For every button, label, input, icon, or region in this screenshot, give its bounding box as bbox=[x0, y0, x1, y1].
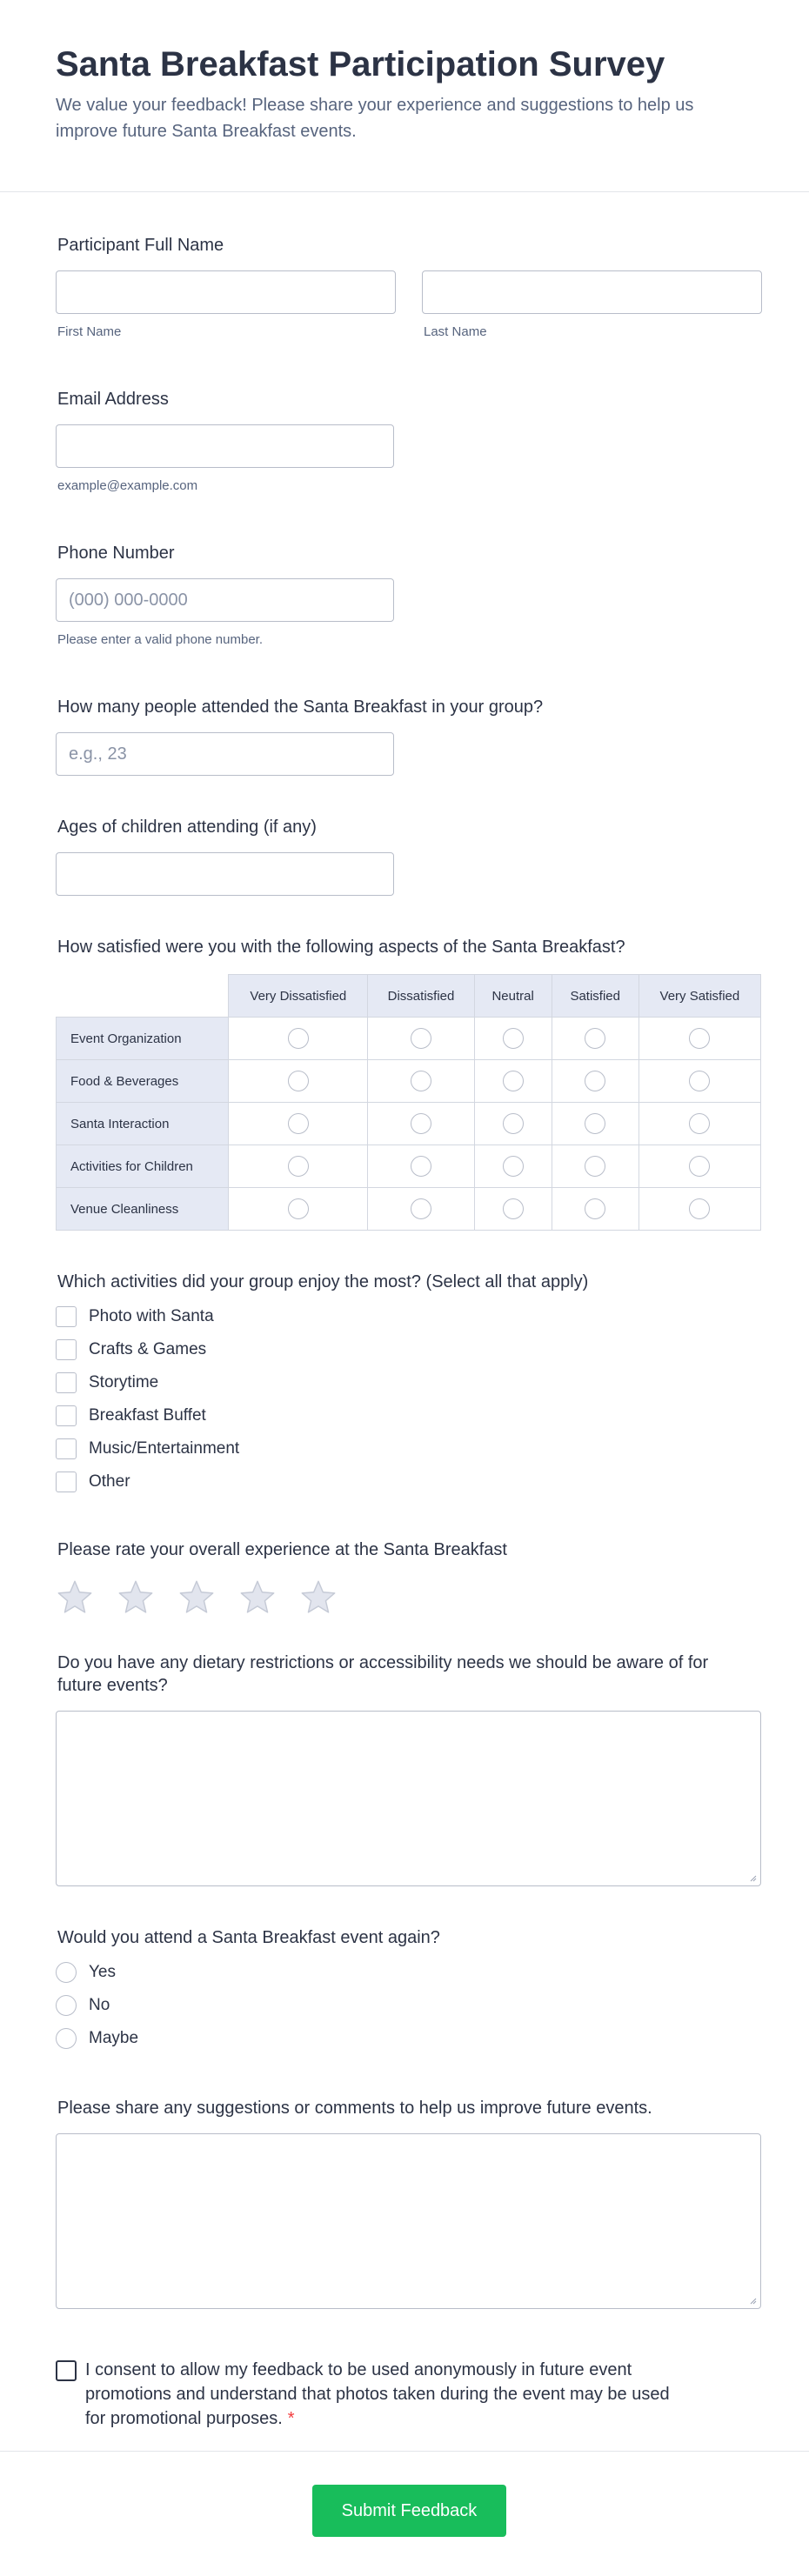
attend-again-option[interactable] bbox=[56, 2022, 760, 2055]
full-name-field bbox=[56, 234, 760, 339]
matrix-row bbox=[57, 1145, 761, 1188]
satisfaction-matrix bbox=[56, 974, 761, 1231]
dietary-textarea[interactable] bbox=[56, 1711, 761, 1886]
satisfaction-matrix-label: How satisfied were you with the following aspects of the Santa Breakfast? bbox=[57, 938, 625, 957]
phone-field bbox=[56, 542, 760, 647]
matrix-row bbox=[57, 1188, 761, 1231]
option-label: Breakfast Buffet bbox=[89, 1406, 206, 1425]
consent-text-wrap bbox=[85, 2358, 682, 2431]
required-mark: * bbox=[287, 2409, 295, 2428]
matrix-radio[interactable] bbox=[288, 1071, 309, 1091]
option-label: Crafts & Games bbox=[89, 1340, 207, 1358]
matrix-radio[interactable] bbox=[411, 1113, 431, 1134]
matrix-radio[interactable] bbox=[689, 1113, 710, 1134]
consent-field bbox=[56, 2358, 760, 2431]
matrix-radio[interactable] bbox=[503, 1113, 524, 1134]
matrix-radio[interactable] bbox=[503, 1028, 524, 1049]
option-label: Photo with Santa bbox=[89, 1307, 214, 1325]
submit-button[interactable]: Submit Feedback bbox=[312, 2485, 506, 2537]
option-label: Yes bbox=[89, 1963, 116, 1981]
matrix-column-header: Neutral bbox=[474, 975, 552, 1018]
suggestions-textarea[interactable] bbox=[56, 2133, 761, 2309]
first-name-sublabel: First Name bbox=[57, 324, 122, 339]
form-header bbox=[0, 0, 809, 192]
matrix-row-label: Event Organization bbox=[57, 1018, 229, 1060]
checkbox[interactable] bbox=[56, 1306, 77, 1327]
matrix-row-label: Activities for Children bbox=[57, 1145, 229, 1188]
attendees-label: How many people attended the Santa Breakfast in your group? bbox=[57, 697, 544, 717]
matrix-column-header: Dissatisfied bbox=[368, 975, 474, 1018]
activities-label: Which activities did your group enjoy the most? (Select all that apply) bbox=[57, 1272, 589, 1291]
attend-again-field bbox=[56, 1926, 760, 2055]
activity-option[interactable] bbox=[56, 1333, 760, 1366]
matrix-radio[interactable] bbox=[503, 1198, 524, 1219]
form-footer bbox=[0, 2451, 809, 2576]
matrix-radio[interactable] bbox=[585, 1113, 605, 1134]
full-name-label: Participant Full Name bbox=[57, 236, 224, 255]
last-name-sublabel: Last Name bbox=[424, 324, 487, 339]
matrix-row-label: Santa Interaction bbox=[57, 1103, 229, 1145]
checkbox[interactable] bbox=[56, 1405, 77, 1426]
phone-label: Phone Number bbox=[57, 544, 175, 563]
consent-text: I consent to allow my feedback to be used anonymously in future event promotions and understand that photos taken during the event may be used for promotional purposes. bbox=[85, 2360, 670, 2428]
attend-again-option[interactable] bbox=[56, 1989, 760, 2022]
matrix-column-header: Satisfied bbox=[552, 975, 639, 1018]
attendees-input[interactable]: e.g., 23 bbox=[56, 732, 394, 776]
activity-option[interactable] bbox=[56, 1366, 760, 1399]
matrix-radio[interactable] bbox=[689, 1028, 710, 1049]
option-label: Storytime bbox=[89, 1373, 159, 1391]
matrix-radio[interactable] bbox=[689, 1156, 710, 1177]
matrix-radio[interactable] bbox=[411, 1156, 431, 1177]
matrix-row bbox=[57, 1018, 761, 1060]
matrix-radio[interactable] bbox=[585, 1071, 605, 1091]
matrix-radio[interactable] bbox=[503, 1071, 524, 1091]
matrix-corner bbox=[57, 975, 229, 1018]
activity-option[interactable] bbox=[56, 1300, 760, 1333]
radio-button[interactable] bbox=[56, 2028, 77, 2049]
email-input[interactable] bbox=[56, 424, 394, 468]
matrix-radio[interactable] bbox=[288, 1113, 309, 1134]
matrix-radio[interactable] bbox=[288, 1198, 309, 1219]
matrix-radio[interactable] bbox=[411, 1071, 431, 1091]
last-name-input[interactable] bbox=[422, 270, 762, 314]
satisfaction-matrix-field bbox=[56, 936, 760, 1231]
matrix-radio[interactable] bbox=[585, 1028, 605, 1049]
checkbox[interactable] bbox=[56, 1438, 77, 1459]
checkbox[interactable] bbox=[56, 1339, 77, 1360]
activity-option[interactable] bbox=[56, 1465, 760, 1498]
matrix-radio[interactable] bbox=[585, 1198, 605, 1219]
star-icon[interactable] bbox=[117, 1578, 155, 1617]
matrix-row bbox=[57, 1060, 761, 1103]
matrix-radio[interactable] bbox=[585, 1156, 605, 1177]
matrix-radio[interactable] bbox=[689, 1198, 710, 1219]
option-label: No bbox=[89, 1996, 110, 2014]
matrix-row bbox=[57, 1103, 761, 1145]
matrix-radio[interactable] bbox=[689, 1071, 710, 1091]
matrix-radio[interactable] bbox=[288, 1028, 309, 1049]
email-label: Email Address bbox=[57, 390, 169, 409]
matrix-column-header: Very Dissatisfied bbox=[229, 975, 368, 1018]
option-label: Other bbox=[89, 1472, 130, 1491]
activity-option[interactable] bbox=[56, 1399, 760, 1432]
ages-input[interactable] bbox=[56, 852, 394, 896]
survey-form bbox=[0, 192, 809, 2431]
matrix-radio[interactable] bbox=[503, 1156, 524, 1177]
dietary-label: Do you have any dietary restrictions or accessibility needs we should be aware of for future events? bbox=[57, 1653, 709, 1695]
ages-field bbox=[56, 816, 760, 896]
matrix-row-label: Venue Cleanliness bbox=[57, 1188, 229, 1231]
rating-field bbox=[56, 1538, 760, 1617]
star-rating bbox=[56, 1578, 760, 1617]
consent-checkbox[interactable] bbox=[56, 2360, 77, 2381]
star-icon[interactable] bbox=[238, 1578, 277, 1617]
first-name-input[interactable] bbox=[56, 270, 396, 314]
star-icon[interactable] bbox=[299, 1578, 338, 1617]
attend-again-label: Would you attend a Santa Breakfast event again? bbox=[57, 1928, 440, 1947]
activities-field bbox=[56, 1271, 760, 1498]
rating-label: Please rate your overall experience at the Santa Breakfast bbox=[57, 1540, 507, 1559]
consent-option[interactable] bbox=[56, 2358, 682, 2431]
checkbox[interactable] bbox=[56, 1372, 77, 1393]
matrix-radio[interactable] bbox=[411, 1198, 431, 1219]
matrix-row-label: Food & Beverages bbox=[57, 1060, 229, 1103]
matrix-radio[interactable] bbox=[288, 1156, 309, 1177]
option-label: Music/Entertainment bbox=[89, 1439, 240, 1458]
ages-label: Ages of children attending (if any) bbox=[57, 818, 317, 837]
option-label: Maybe bbox=[89, 2029, 139, 2047]
phone-input[interactable]: (000) 000-0000 bbox=[56, 578, 394, 622]
star-icon[interactable] bbox=[56, 1578, 94, 1617]
suggestions-field bbox=[56, 2097, 760, 2309]
phone-sublabel: Please enter a valid phone number. bbox=[57, 632, 263, 647]
attendees-field bbox=[56, 696, 760, 776]
star-icon[interactable] bbox=[177, 1578, 216, 1617]
resize-grip-icon[interactable] bbox=[748, 2296, 757, 2305]
resize-grip-icon[interactable] bbox=[748, 1873, 757, 1882]
form-description: We value your feedback! Please share your experience and suggestions to help us improve future Santa Breakfast events. bbox=[56, 96, 694, 141]
radio-button[interactable] bbox=[56, 1995, 77, 2016]
email-field bbox=[56, 388, 760, 493]
email-sublabel: example@example.com bbox=[57, 478, 198, 493]
attend-again-option[interactable] bbox=[56, 1956, 760, 1989]
form-title: Santa Breakfast Participation Survey bbox=[56, 45, 665, 83]
matrix-column-header: Very Satisfied bbox=[639, 975, 760, 1018]
suggestions-label: Please share any suggestions or comments to help us improve future events. bbox=[57, 2099, 652, 2118]
matrix-radio[interactable] bbox=[411, 1028, 431, 1049]
checkbox[interactable] bbox=[56, 1472, 77, 1492]
radio-button[interactable] bbox=[56, 1962, 77, 1983]
dietary-field bbox=[56, 1652, 760, 1886]
activity-option[interactable] bbox=[56, 1432, 760, 1465]
